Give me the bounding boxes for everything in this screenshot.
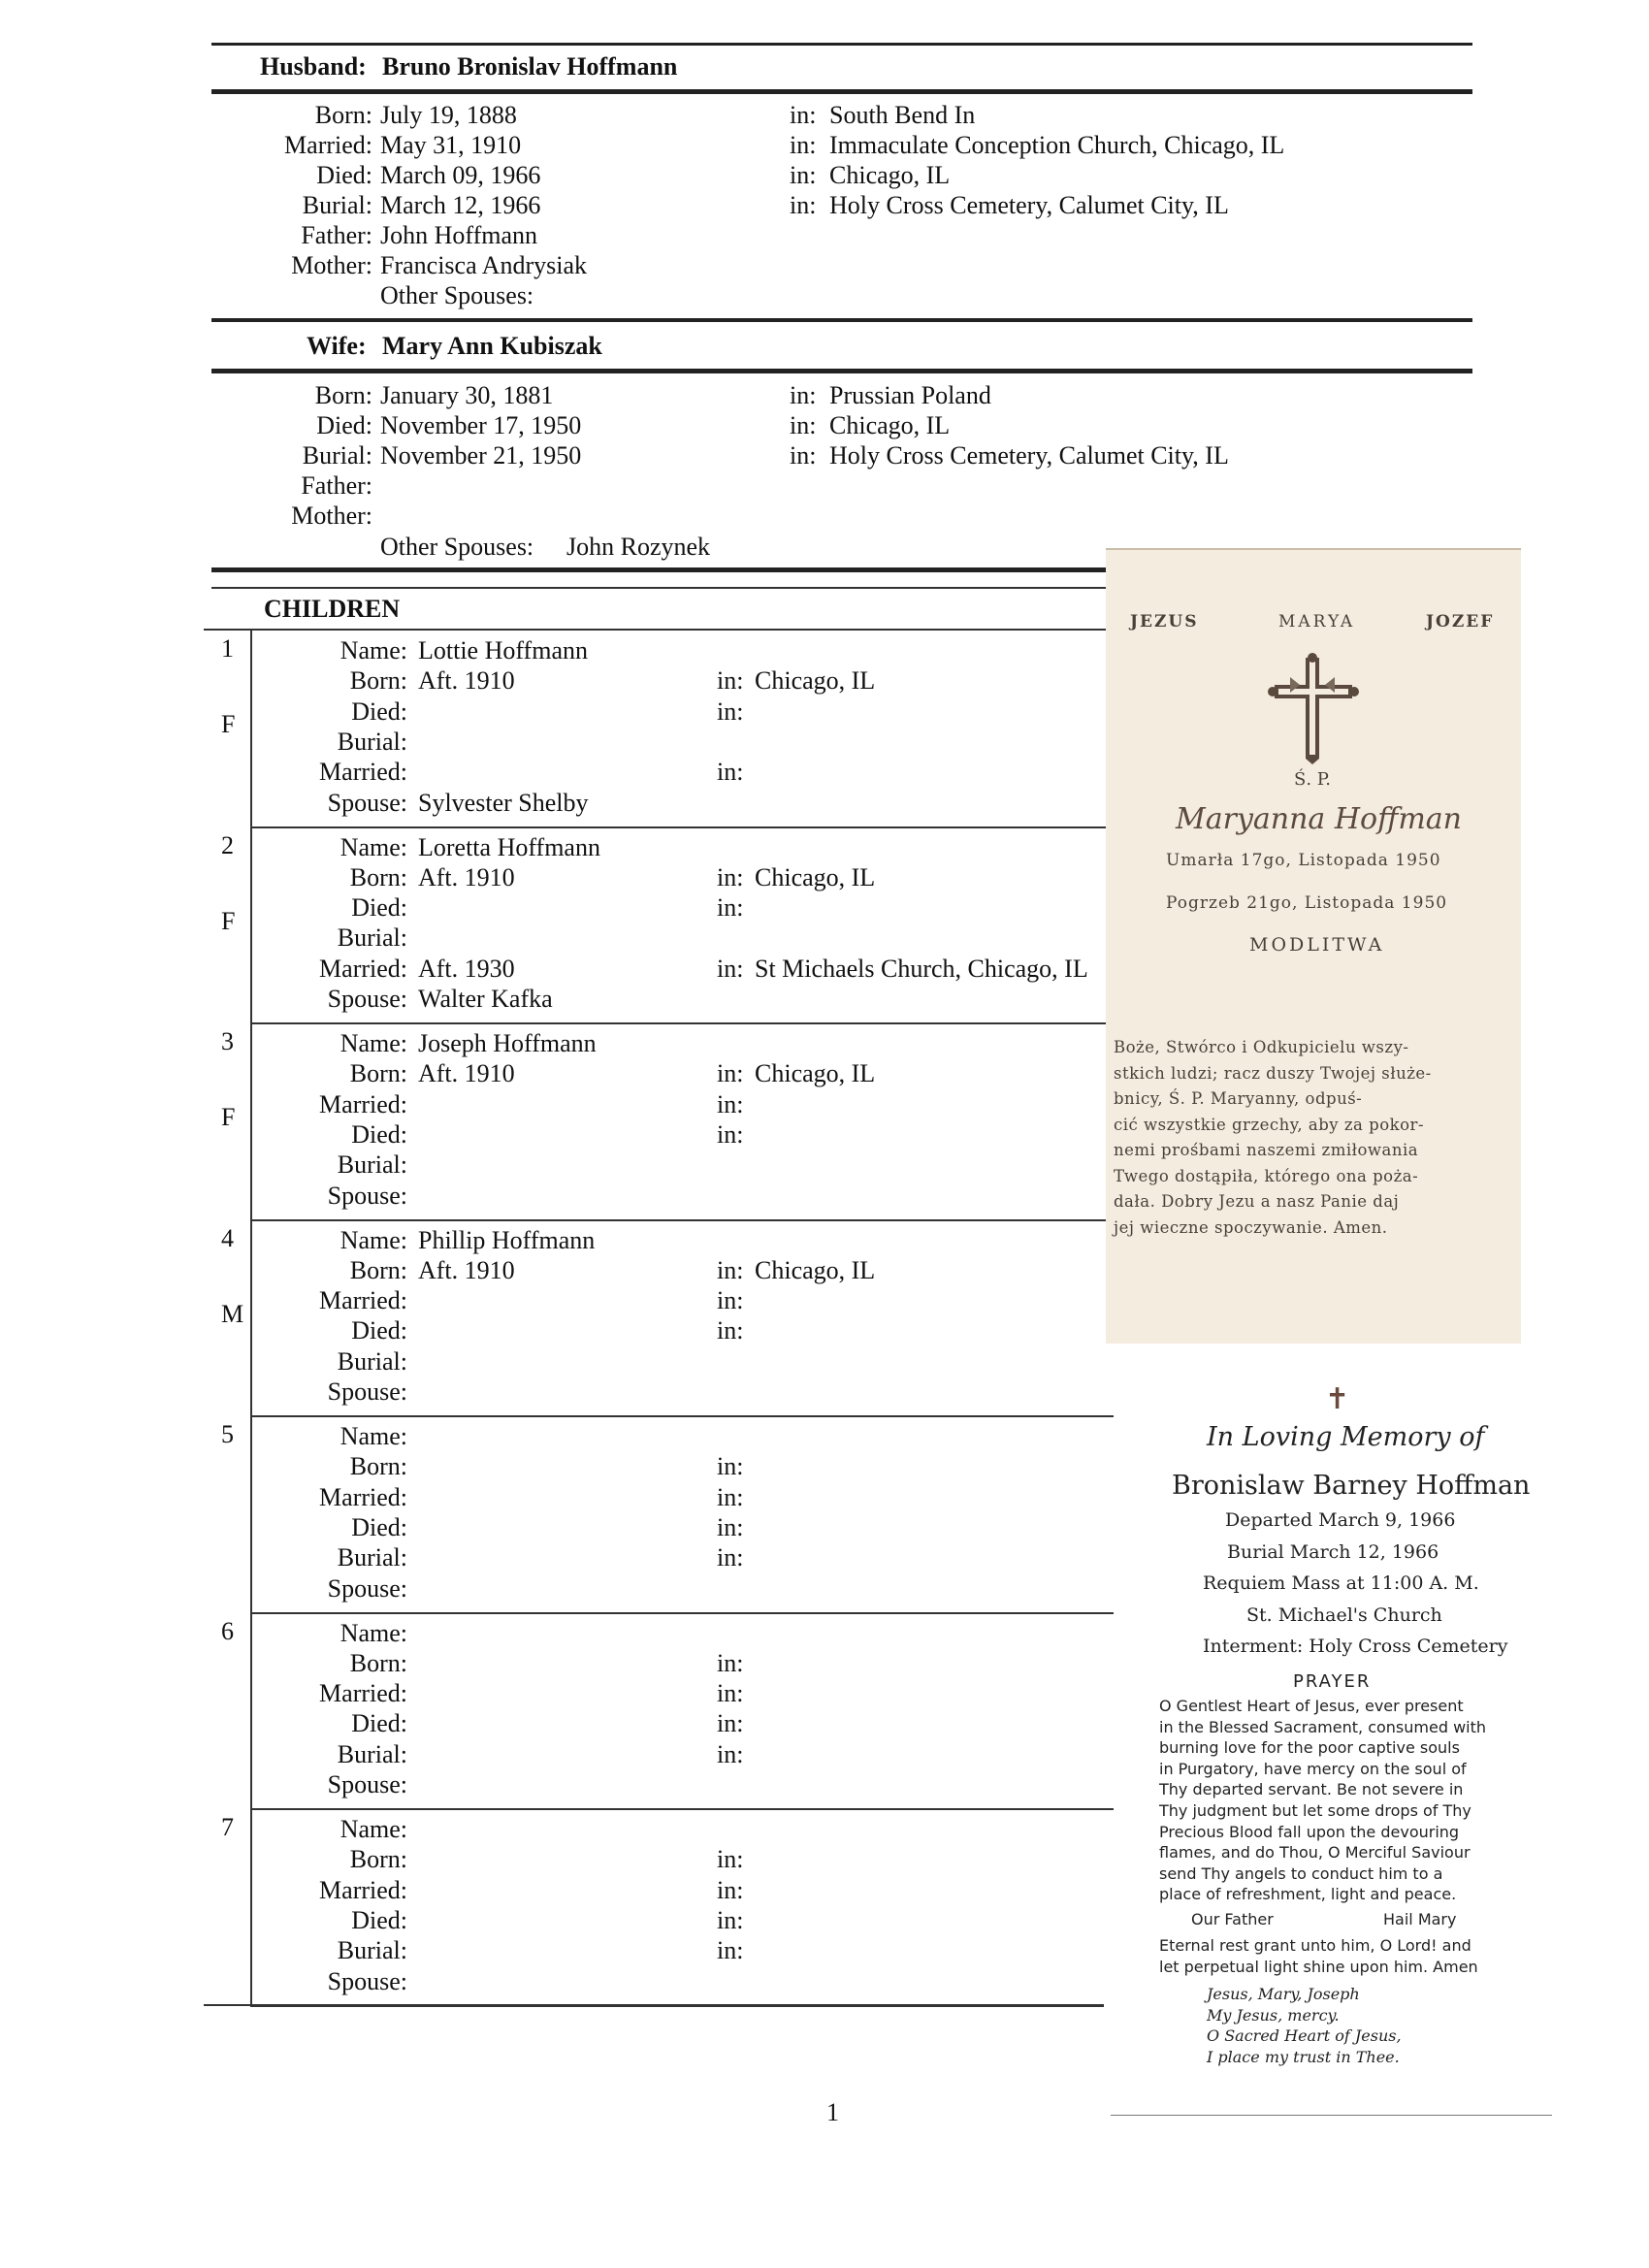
card-prayer-title: PRAYER — [1293, 1671, 1372, 1692]
wife-label: Wife: — [307, 332, 367, 360]
child-field-label: Born: — [349, 1452, 407, 1481]
eternal-line: Eternal rest grant unto him, O Lord! and — [1159, 1936, 1471, 1955]
husband-field-value: May 31, 1910 — [380, 131, 522, 159]
husband-label: Husband: — [260, 52, 367, 81]
child-field-place: Chicago, IL — [755, 666, 876, 696]
child-field-label: Name: — [340, 1029, 407, 1057]
wife-in-label: in: — [790, 411, 817, 439]
child-field-label: Died: — [351, 1905, 407, 1934]
card-detail-line: Burial March 12, 1966 — [1227, 1540, 1439, 1563]
child-field-label: Born: — [349, 666, 407, 696]
child-in-label: in: — [717, 1875, 744, 1904]
children-heading-rule — [204, 629, 1116, 631]
closing-line: Jesus, Mary, Joseph — [1207, 1985, 1360, 2003]
child-number: 3 — [221, 1027, 234, 1055]
wife-field-place: Holy Cross Cemetery, Calumet City, IL — [829, 441, 1229, 470]
child-field-label: Name: — [340, 832, 407, 861]
wife-field-value: November 17, 1950 — [380, 411, 582, 439]
card-deceased-name: Maryanna Hoffman — [1176, 802, 1462, 836]
prayer-line: Thy judgment but let some drops of Thy — [1159, 1801, 1471, 1820]
child-field-value: Aft. 1910 — [418, 1255, 515, 1284]
child-field-label: Name: — [340, 1422, 407, 1450]
wife-name: Mary Ann Kubiszak — [382, 332, 602, 360]
child-in-label: in: — [717, 758, 744, 787]
wife-field-label: Mother: — [291, 502, 372, 530]
child-field-place: Chicago, IL — [755, 862, 876, 891]
child-in-label: in: — [717, 1739, 744, 1768]
child-field-place: St Michaels Church, Chicago, IL — [755, 954, 1088, 983]
child-field-label: Born: — [349, 1845, 407, 1874]
child-field-value: Lottie Hoffmann — [418, 636, 588, 664]
child-sex: M — [221, 1299, 244, 1328]
husband-in-label: in: — [790, 131, 817, 159]
child-in-label: in: — [717, 1648, 744, 1677]
child-in-label: in: — [717, 666, 744, 696]
child-field-label: Name: — [340, 636, 407, 664]
prayer-line: in Purgatory, have mercy on the soul of — [1159, 1759, 1467, 1778]
child-field-value: Aft. 1930 — [418, 954, 515, 983]
child-field-label: Married: — [319, 1286, 407, 1315]
prayer-line: bnicy, Ś. P. Maryanny, odpuś- — [1114, 1089, 1363, 1108]
husband-rule — [211, 89, 1472, 94]
wife-in-label: in: — [790, 381, 817, 409]
prayer-line: Precious Blood fall upon the devouring — [1159, 1822, 1460, 1841]
child-in-label: in: — [717, 954, 744, 983]
prayer-line: O Gentlest Heart of Jesus, ever present — [1159, 1697, 1464, 1715]
child-field-label: Married: — [319, 1482, 407, 1511]
wife-rule — [211, 369, 1472, 373]
children-bottom-rule — [204, 2004, 1104, 2006]
husband-field-place: South Bend In — [829, 101, 976, 129]
child-in-label: in: — [717, 1512, 744, 1541]
child-in-label: in: — [717, 1059, 744, 1088]
husband-field-label: Burial: — [302, 191, 372, 219]
child-field-label: Name: — [340, 1815, 407, 1843]
prayer-line: jej wieczne spoczywanie. Amen. — [1114, 1217, 1388, 1237]
child-field-label: Burial: — [337, 923, 407, 953]
prayer-line: nemi prośbami naszemi zmiłowania — [1114, 1141, 1419, 1159]
husband-name: Bruno Bronislav Hoffmann — [382, 52, 678, 81]
child-field-value: Phillip Hoffmann — [418, 1225, 596, 1254]
child-separator — [250, 1219, 1114, 1221]
child-field-label: Spouse: — [327, 788, 407, 817]
child-in-label: in: — [717, 1845, 744, 1874]
child-field-label: Spouse: — [327, 985, 407, 1013]
child-number: 6 — [221, 1616, 234, 1645]
child-sex: F — [221, 710, 236, 738]
child-field-value: Loretta Hoffmann — [418, 832, 600, 861]
child-field-label: Burial: — [337, 1543, 407, 1572]
card-our-father: Our Father — [1191, 1910, 1274, 1928]
children-column-divider — [250, 629, 252, 2004]
child-field-label: Name: — [340, 1225, 407, 1254]
prayer-line: Thy departed servant. Be not severe in — [1159, 1780, 1464, 1799]
child-field-label: Spouse: — [327, 1966, 407, 1995]
children-sub-rule — [211, 587, 1114, 589]
wife-field-label: Father: — [301, 471, 372, 500]
ornate-cross-icon — [1261, 650, 1368, 771]
child-sex: F — [221, 1103, 236, 1131]
child-number: 2 — [221, 830, 234, 859]
husband-field-value: March 09, 1966 — [380, 161, 541, 189]
child-number: 1 — [221, 634, 234, 663]
child-field-value: Sylvester Shelby — [418, 788, 589, 817]
child-in-label: in: — [717, 1482, 744, 1511]
prayer-line: in the Blessed Sacrament, consumed with — [1159, 1717, 1487, 1736]
card-died: Umarła 17go, Listopada 1950 — [1166, 851, 1441, 870]
child-number: 4 — [221, 1223, 234, 1252]
child-separator — [250, 1808, 1114, 1810]
child-field-label: Born: — [349, 862, 407, 891]
card-header-jozef: JOZEF — [1426, 612, 1495, 632]
wife-field-label: Burial: — [302, 441, 372, 470]
husband-field-place: Immaculate Conception Church, Chicago, IL — [829, 131, 1285, 159]
husband-field-value: March 12, 1966 — [380, 191, 541, 219]
child-separator — [250, 1415, 1114, 1417]
child-in-label: in: — [717, 697, 744, 726]
children-heading: CHILDREN — [264, 595, 401, 623]
child-field-value: Aft. 1910 — [418, 862, 515, 891]
card-detail-line: Requiem Mass at 11:00 A. M. — [1203, 1572, 1479, 1594]
child-separator — [250, 1612, 1114, 1614]
child-field-label: Died: — [351, 1119, 407, 1149]
child-in-label: in: — [717, 1255, 744, 1284]
card-detail-line: Interment: Holy Cross Cemetery — [1203, 1636, 1508, 1657]
card-edge — [1106, 548, 1521, 550]
child-field-label: Died: — [351, 1512, 407, 1541]
child-field-label: Died: — [351, 1316, 407, 1345]
wife-other-spouses: John Rozynek — [566, 533, 711, 561]
card-detail-line: Departed March 9, 1966 — [1225, 1509, 1456, 1531]
child-field-label: Burial: — [337, 1346, 407, 1376]
husband-field-label: Mother: — [291, 251, 372, 279]
child-field-value: Aft. 1910 — [418, 666, 515, 696]
husband-field-label: Married: — [284, 131, 372, 159]
wife-in-label: in: — [790, 441, 817, 470]
child-field-label: Spouse: — [327, 1770, 407, 1798]
prayer-line: Boże, Stwórco i Odkupicielu wszy- — [1114, 1038, 1409, 1056]
child-in-label: in: — [717, 1119, 744, 1149]
wife-field-place: Prussian Poland — [829, 381, 991, 409]
child-field-place: Chicago, IL — [755, 1255, 876, 1284]
card-bottom-rule — [1111, 2115, 1552, 2116]
husband-in-label: in: — [790, 161, 817, 189]
card-header-jezus: JEZUS — [1130, 612, 1199, 632]
child-field-label: Spouse: — [327, 1181, 407, 1210]
child-in-label: in: — [717, 1543, 744, 1572]
child-in-label: in: — [717, 1905, 744, 1934]
card-hail-mary: Hail Mary — [1383, 1910, 1457, 1928]
prayer-line: send Thy angels to conduct him to a — [1159, 1863, 1443, 1883]
child-field-label: Married: — [319, 1089, 407, 1118]
prayer-line: place of refreshment, light and peace. — [1159, 1885, 1457, 1904]
child-in-label: in: — [717, 1286, 744, 1315]
wife-top-rule — [211, 318, 1472, 322]
child-in-label: in: — [717, 1936, 744, 1965]
child-field-label: Burial: — [337, 1150, 407, 1180]
child-field-label: Burial: — [337, 727, 407, 756]
child-sex: F — [221, 906, 236, 935]
page-number: 1 — [826, 2098, 839, 2126]
husband-field-value: Other Spouses: — [380, 281, 534, 309]
cross-icon: ✝ — [1325, 1383, 1350, 1415]
card-detail-line: St. Michael's Church — [1246, 1604, 1442, 1626]
child-separator — [250, 826, 1114, 828]
child-field-label: Married: — [319, 1679, 407, 1708]
husband-field-value: July 19, 1888 — [380, 101, 517, 129]
husband-field-place: Holy Cross Cemetery, Calumet City, IL — [829, 191, 1229, 219]
child-in-label: in: — [717, 1316, 744, 1345]
child-field-label: Born: — [349, 1648, 407, 1677]
husband-field-label: Born: — [314, 101, 372, 129]
card-deceased-name: Bronislaw Barney Hoffman — [1172, 1471, 1531, 1501]
child-field-label: Married: — [319, 1875, 407, 1904]
prayer-line: Twego dostąpiła, którego ona poża- — [1114, 1166, 1419, 1185]
child-field-label: Married: — [319, 758, 407, 787]
child-number: 5 — [221, 1420, 234, 1448]
prayer-line: burning love for the poor captive souls — [1159, 1738, 1460, 1758]
wife-field-label: Died: — [316, 411, 372, 439]
husband-field-value: John Hoffmann — [380, 221, 538, 249]
prayer-line: dała. Dobry Jezu a nasz Panie daj — [1114, 1192, 1400, 1211]
child-in-label: in: — [717, 1709, 744, 1738]
card-memory-heading: In Loving Memory of — [1207, 1422, 1485, 1452]
child-field-label: Spouse: — [327, 1573, 407, 1603]
husband-field-label: Died: — [316, 161, 372, 189]
child-field-value: Aft. 1910 — [418, 1059, 515, 1088]
child-field-label: Died: — [351, 893, 407, 923]
child-number: 7 — [221, 1813, 234, 1841]
eternal-line: let perpetual light shine upon him. Amen — [1159, 1957, 1478, 1976]
closing-line: I place my trust in Thee. — [1207, 2047, 1400, 2066]
card-prayer-title: MODLITWA — [1249, 934, 1385, 956]
child-field-label: Born: — [349, 1059, 407, 1088]
prayer-line: cić wszystkie grzechy, aby za pokor- — [1114, 1115, 1425, 1134]
child-field-label: Name: — [340, 1618, 407, 1647]
prayer-line: flames, and do Thou, O Merciful Saviour — [1159, 1843, 1471, 1863]
wife-field-place: Chicago, IL — [829, 411, 951, 439]
child-field-label: Died: — [351, 1709, 407, 1738]
wife-field-label: Born: — [314, 381, 372, 409]
child-field-label: Burial: — [337, 1936, 407, 1965]
child-field-label: Born: — [349, 1255, 407, 1284]
child-field-label: Spouse: — [327, 1377, 407, 1406]
child-field-label: Married: — [319, 954, 407, 983]
child-field-value: Walter Kafka — [418, 985, 553, 1013]
child-in-label: in: — [717, 1679, 744, 1708]
child-in-label: in: — [717, 893, 744, 923]
memorial-card-polish — [1106, 548, 1521, 1324]
wife-field-value: January 30, 1881 — [380, 381, 554, 409]
children-top-rule — [211, 567, 1114, 572]
child-separator — [250, 1022, 1114, 1024]
wife-field-value: November 21, 1950 — [380, 441, 582, 470]
card-buried: Pogrzeb 21go, Listopada 1950 — [1166, 893, 1448, 913]
closing-line: O Sacred Heart of Jesus, — [1207, 2026, 1402, 2046]
husband-field-value: Francisca Andrysiak — [380, 251, 588, 279]
husband-field-label: Father: — [301, 221, 372, 249]
top-rule — [211, 43, 1472, 46]
card-header-marya: MARYA — [1278, 612, 1356, 632]
card-sp: Ś. P. — [1294, 769, 1331, 790]
child-field-label: Burial: — [337, 1739, 407, 1768]
child-in-label: in: — [717, 1089, 744, 1118]
husband-in-label: in: — [790, 191, 817, 219]
child-field-value: Joseph Hoffmann — [418, 1029, 597, 1057]
child-field-label: Died: — [351, 697, 407, 726]
child-field-place: Chicago, IL — [755, 1059, 876, 1088]
husband-field-place: Chicago, IL — [829, 161, 951, 189]
prayer-line: stkich ludzi; racz duszy Twojej służe- — [1114, 1063, 1432, 1083]
wife-other-spouses-label: Other Spouses: — [380, 533, 534, 561]
child-in-label: in: — [717, 1452, 744, 1481]
child-in-label: in: — [717, 862, 744, 891]
husband-in-label: in: — [790, 101, 817, 129]
closing-line: My Jesus, mercy. — [1207, 2005, 1340, 2025]
